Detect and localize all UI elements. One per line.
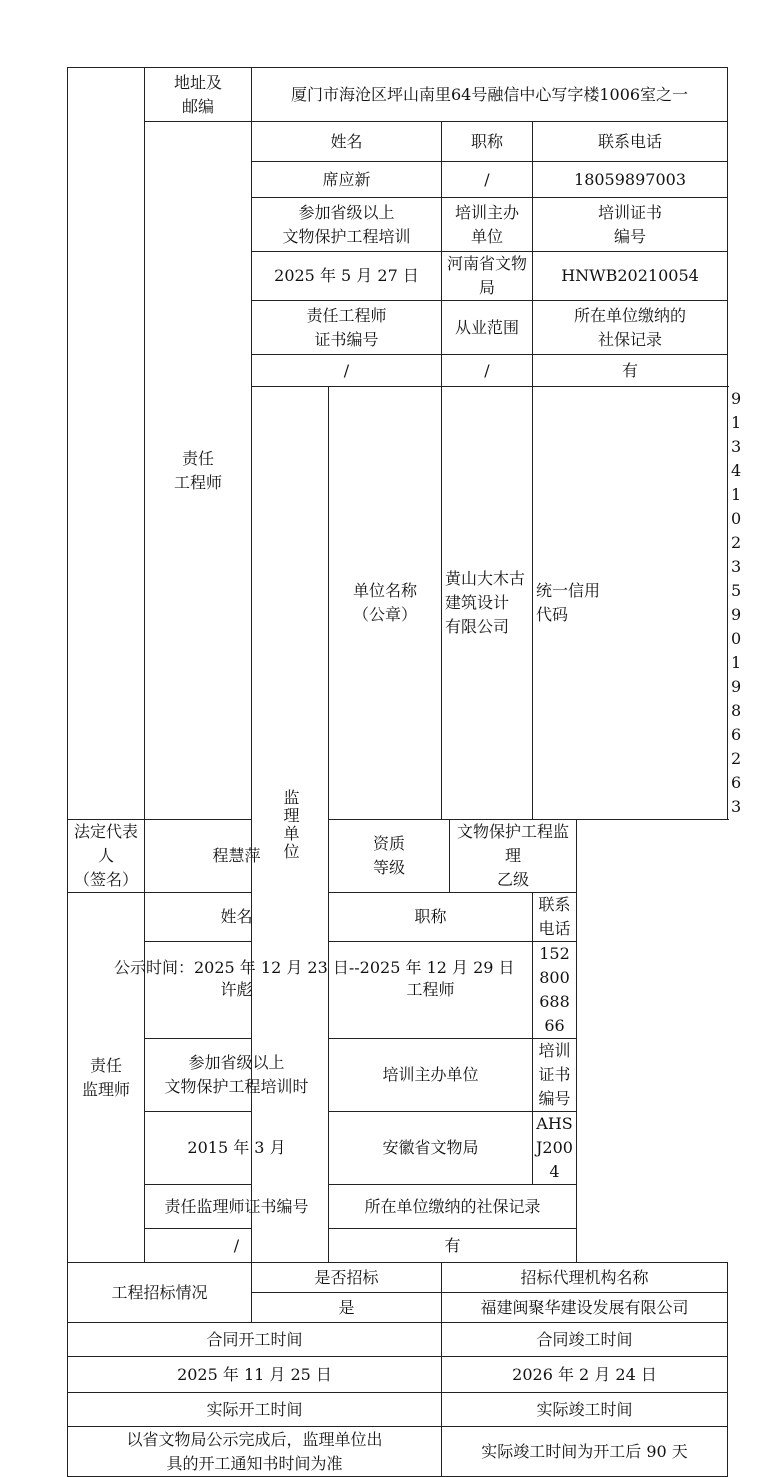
engineer-name-header: 姓名 (252, 122, 442, 162)
supervisor-phone: 15280068866 (533, 942, 577, 1039)
qualification-label: 资质 等级 (329, 820, 450, 893)
engineer-cert-no: / (252, 355, 442, 387)
legal-rep-label: 法定代表人 （签名） (68, 820, 145, 893)
supervisor-training-org: 安徽省文物局 (329, 1112, 533, 1185)
contract-start-header: 合同开工时间 (68, 1323, 442, 1357)
agency-header: 招标代理机构名称 (442, 1263, 728, 1293)
publicity-period: 公示时间：2025 年 12 月 23 日--2025 年 12 月 29 日 (114, 958, 515, 977)
supervisor-label: 责任 监理师 (68, 893, 145, 1263)
unit-name-value: 黄山大木古建筑设计 有限公司 (442, 387, 533, 820)
supervisor-cert-header: 培训证书 编号 (533, 1039, 577, 1112)
supervisor-org-header: 培训主办单位 (329, 1039, 533, 1112)
engineer-label: 责任 工程师 (145, 122, 252, 820)
supervisor-cert-no-header: 责任监理师证书编号 (145, 1185, 329, 1229)
engineer-cert-no-header: 责任工程师 证书编号 (252, 301, 442, 355)
actual-end-value: 实际竣工时间为开工后 90 天 (442, 1427, 728, 1477)
builder-section-label (68, 68, 145, 820)
supervisor-name: 许彪 (145, 942, 329, 1039)
engineer-scope: / (442, 355, 533, 387)
actual-end-header: 实际竣工时间 (442, 1393, 728, 1427)
engineer-title-header: 职称 (442, 122, 533, 162)
engineer-phone-header: 联系电话 (533, 122, 728, 162)
actual-start-header: 实际开工时间 (68, 1393, 442, 1427)
engineer-scope-header: 从业范围 (442, 301, 533, 355)
info-table: 地址及 邮编 厦门市海沧区坪山南里64号融信中心写字楼1006室之一 责任 工程师 姓名 职称 联系电话 席应新 / 18059897003 参加省级以上 文物保护工程培训 培训主办 单位 培训证书 编号 2025 年 5 月 27 日 河南省文物局 HNWB20210054 责任工程师 证书编号 从业范围 所在单位缴纳的 社保记录 / / 有 监理单位 单位名称 （公章） 黄山大木古建筑设计 有限公司 统一信用 代码 91341023590198626 3 法定代表人 （签名） 程慧萍 资质 等级 文物保护工程监理 乙级 责任 监理师 姓名 职称 联系电话 许彪 工程师 15280068866 参加省级以上 文物保护工程培训时 培训主办单位 培训证书 编号 2015 年 3 月 安徽省文物局 AHSJ2004 责任监理师证书编号 所在单位缴纳的社保记录 / 有 工程招标情况 是否招标 招标代理机构名称 是 福建闽聚华建设发展有限公司 合同开工时间 合同竣工时间 2025 年 11 月 25 日 2026 年 2 月 24 日 实际开工时间 实际竣工时间 以省文物局公示完成后，监理单位出 具的开工通知书时间为准 实际竣工时间为开工后 90 天 (67, 67, 728, 1477)
engineer-social: 有 (533, 355, 728, 387)
supervisor-cert-no: / (145, 1229, 329, 1263)
qualification-value: 文物保护工程监理 乙级 (450, 820, 577, 893)
agency-value: 福建闽聚华建设发展有限公司 (442, 1293, 728, 1323)
legal-rep-value: 程慧萍 (145, 820, 329, 893)
supervisor-title: 工程师 (329, 942, 533, 1039)
supervisor-title-header: 职称 (329, 893, 533, 942)
address-value: 厦门市海沧区坪山南里64号融信中心写字楼1006室之一 (252, 68, 728, 122)
credit-code-label: 统一信用 代码 (533, 387, 728, 820)
actual-start-value: 以省文物局公示完成后，监理单位出 具的开工通知书时间为准 (68, 1427, 442, 1477)
engineer-training-date: 2025 年 5 月 27 日 (252, 252, 442, 301)
engineer-phone: 18059897003 (533, 162, 728, 198)
contract-end-value: 2026 年 2 月 24 日 (442, 1357, 728, 1393)
supervisor-training-cert: AHSJ2004 (533, 1112, 577, 1185)
unit-name-label: 单位名称 （公章） (329, 387, 442, 820)
supervisor-training-header: 参加省级以上 文物保护工程培训时 (145, 1039, 329, 1112)
engineer-title: / (442, 162, 533, 198)
engineer-training-header: 参加省级以上 文物保护工程培训 (252, 198, 442, 252)
supervisor-social: 有 (329, 1229, 577, 1263)
supervisor-social-header: 所在单位缴纳的社保记录 (329, 1185, 577, 1229)
engineer-training-org: 河南省文物局 (442, 252, 533, 301)
supervisor-phone-header: 联系电话 (533, 893, 577, 942)
is-bid-header: 是否招标 (252, 1263, 442, 1293)
engineer-training-cert: HNWB20210054 (533, 252, 728, 301)
contract-end-header: 合同竣工时间 (442, 1323, 728, 1357)
engineer-social-header: 所在单位缴纳的 社保记录 (533, 301, 728, 355)
supervisor-training-date: 2015 年 3 月 (145, 1112, 329, 1185)
engineer-cert-header: 培训证书 编号 (533, 198, 728, 252)
address-label: 地址及 邮编 (145, 68, 252, 122)
supervisor-section-text: 监理单位 (281, 788, 300, 861)
engineer-org-header: 培训主办 单位 (442, 198, 533, 252)
contract-start-value: 2025 年 11 月 25 日 (68, 1357, 442, 1393)
supervisor-name-header: 姓名 (145, 893, 329, 942)
is-bid-value: 是 (252, 1293, 442, 1323)
engineer-name: 席应新 (252, 162, 442, 198)
bidding-label: 工程招标情况 (68, 1263, 252, 1323)
